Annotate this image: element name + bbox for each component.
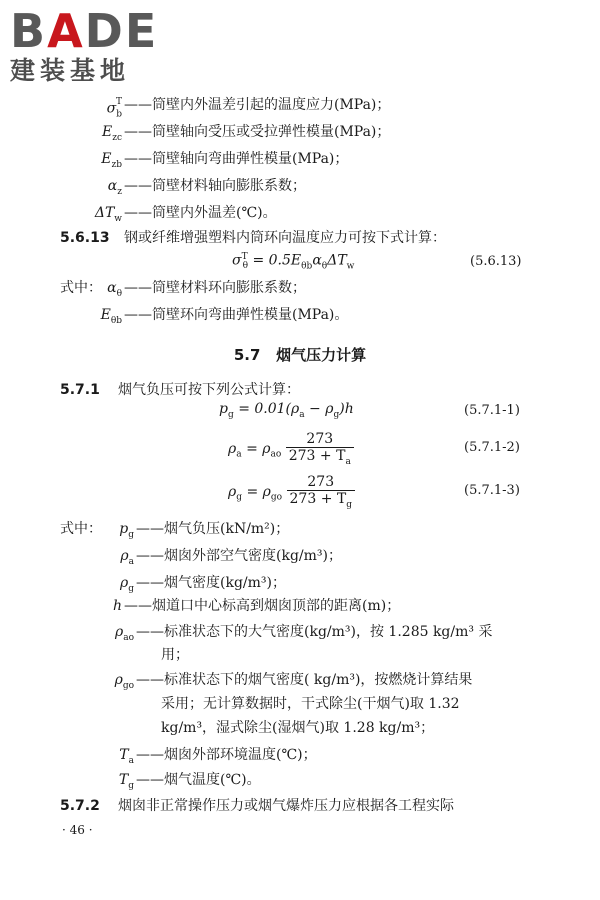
def-text: 采用；无计算数据时，干式除尘(干烟气)取 1.32 xyxy=(161,696,460,712)
clause-text: 钢或纤维增强塑料内筒环向温度应力可按下式计算： xyxy=(124,230,446,246)
def-text: ——烟气温度(℃)。 xyxy=(136,772,261,788)
equation-5-7-1-2: $\rho_a = \rho_{ao}$ $\frac{273}{273 + T_a}$ xyxy=(228,431,354,467)
equation-number: (5.6.13) xyxy=(470,254,522,269)
equation-5-6-13: $\sigma^T_\theta = 0.5E_{\theta b}\alpha_\theta\Delta T_w$ xyxy=(232,252,355,272)
def-symbol: h xyxy=(112,598,122,614)
clause-number: 5.7.1 xyxy=(60,382,100,398)
equation-5-7-1-3: $\rho_g = \rho_{go}$ $\frac{273}{273 + T_g}$ xyxy=(228,474,355,510)
def-text: ——烟囱外部空气密度(kg/m³)； xyxy=(136,548,342,564)
where-label: 式中： xyxy=(60,280,102,296)
def-symbol: $\alpha_\theta$ xyxy=(107,280,122,299)
def-text: ——筒壁轴向受压或受拉弹性模量(MPa)； xyxy=(124,124,391,140)
def-symbol: $T_a$ xyxy=(119,747,134,766)
def-symbol: $\Delta T_w$ xyxy=(94,205,122,224)
def-symbol: $p_g$ xyxy=(119,521,134,540)
def-text: ——筒壁环向弯曲弹性模量(MPa)。 xyxy=(124,307,349,323)
fraction: $\frac{273}{273 + T_a}$ xyxy=(286,431,354,467)
logo-letter-b: B xyxy=(10,4,48,58)
def-text: ——筒壁内外温差引起的温度应力(MPa)； xyxy=(124,97,391,113)
def-text: ——筒壁材料轴向膨胀系数； xyxy=(124,178,306,194)
def-symbol: $\rho_{ao}$ xyxy=(114,624,134,643)
def-text: ——标准状态下的烟气密度( kg/m³)，按燃烧计算结果 xyxy=(136,672,473,688)
def-symbol: $\alpha_z$ xyxy=(107,178,122,197)
def-symbol: $E_{zb}$ xyxy=(101,151,122,170)
def-text: ——标准状态下的大气密度(kg/m³)，按 1.285 kg/m³ 采 xyxy=(136,624,493,640)
def-symbol: $T_g$ xyxy=(118,772,134,791)
def-text: ——烟气密度(kg/m³)； xyxy=(136,575,286,591)
where-label: 式中： xyxy=(60,521,102,537)
def-text: ——筒壁轴向弯曲弹性模量(MPa)； xyxy=(124,151,349,167)
def-text: ——筒壁材料环向膨胀系数； xyxy=(124,280,306,296)
def-text: ——烟气负压(kN/m²)； xyxy=(136,521,290,537)
def-symbol: $E_{\theta b}$ xyxy=(100,307,122,326)
def-text: ——烟道口中心标高到烟囱顶部的距离(m)； xyxy=(124,598,401,614)
section-heading: 5.7 烟气压力计算 xyxy=(233,346,367,364)
brand-logo xyxy=(10,4,159,86)
def-symbol: $E_{zc}$ xyxy=(101,124,122,143)
def-symbol: $\rho_g$ xyxy=(120,575,134,594)
equation-number: (5.7.1-1) xyxy=(464,403,520,418)
logo-letters-de: DE xyxy=(84,4,159,58)
def-symbol: $\rho_{go}$ xyxy=(114,672,134,691)
clause-number: 5.7.2 xyxy=(60,798,100,814)
def-text: 用； xyxy=(161,647,189,663)
def-text: ——筒壁内外温差(℃)。 xyxy=(124,205,277,221)
logo-subtitle: 建装基地 xyxy=(10,56,131,85)
fraction: $\frac{273}{273 + T_g}$ xyxy=(287,474,355,510)
def-text: kg/m³，湿式除尘(湿烟气)取 1.28 kg/m³； xyxy=(161,720,435,736)
equation-number: (5.7.1-3) xyxy=(464,483,520,498)
clause-number: 5.6.13 xyxy=(60,230,110,246)
logo-letter-a: A xyxy=(47,4,85,58)
clause-text: 烟气负压可按下列公式计算： xyxy=(118,382,300,398)
page-number: · 46 · xyxy=(62,823,93,837)
def-text: ——烟囱外部环境温度(℃)； xyxy=(136,747,317,763)
equation-5-7-1-1: $p_g = 0.01(\rho_a - \rho_g)h$ xyxy=(219,401,354,420)
logo-wordmark xyxy=(10,4,159,58)
def-symbol: $\rho_a$ xyxy=(120,548,134,567)
def-symbol: $\sigma_b^T$ xyxy=(106,97,122,120)
equation-number: (5.7.1-2) xyxy=(464,440,520,455)
clause-text: 烟囱非正常操作压力或烟气爆炸压力应根据各工程实际 xyxy=(118,798,454,814)
